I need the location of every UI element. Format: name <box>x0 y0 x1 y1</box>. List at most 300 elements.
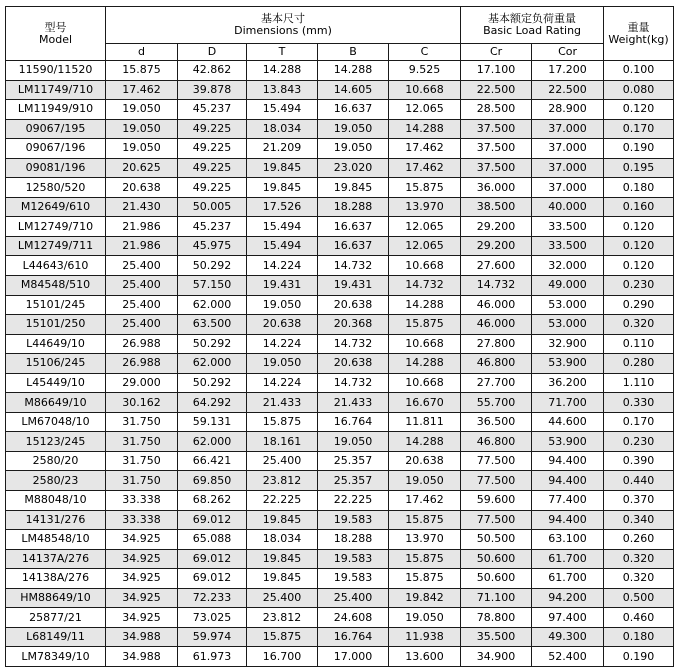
cell-T: 21.433 <box>247 393 318 413</box>
dimensions-header-zh: 基本尺寸 <box>261 12 306 25</box>
cell-model: 09067/195 <box>6 119 106 139</box>
table-row <box>6 588 674 608</box>
cell-T: 19.845 <box>247 549 318 569</box>
table-row <box>6 295 674 315</box>
cell-C: 15.875 <box>389 178 461 198</box>
cell-weight: 0.100 <box>604 61 674 81</box>
cell-d: 34.925 <box>106 608 178 628</box>
cell-d: 19.050 <box>106 119 178 139</box>
table-row <box>6 510 674 530</box>
cell-T: 19.431 <box>247 276 318 296</box>
cell-T: 19.050 <box>247 354 318 374</box>
cell-d: 21.986 <box>106 236 178 256</box>
cell-d: 21.430 <box>106 197 178 217</box>
cell-T: 25.400 <box>247 451 318 471</box>
cell-D: 42.862 <box>178 61 247 81</box>
cell-model: 15101/245 <box>6 295 106 315</box>
cell-model: 2580/23 <box>6 471 106 491</box>
cell-C: 13.970 <box>389 197 461 217</box>
table-row <box>6 549 674 569</box>
cell-C: 9.525 <box>389 61 461 81</box>
cell-T: 15.494 <box>247 236 318 256</box>
cell-B: 19.050 <box>318 432 389 452</box>
cell-B: 19.431 <box>318 276 389 296</box>
cell-Cr: 28.500 <box>461 100 532 120</box>
cell-C: 15.875 <box>389 569 461 589</box>
cell-Cor: 37.000 <box>532 119 604 139</box>
cell-weight: 1.110 <box>604 373 674 393</box>
cell-model: 2580/20 <box>6 451 106 471</box>
model-header-en: Model <box>38 32 73 46</box>
cell-Cr: 17.100 <box>461 61 532 81</box>
cell-B: 18.288 <box>318 197 389 217</box>
model-header <box>6 7 106 61</box>
weight-header-en: Weight(kg) <box>608 32 669 46</box>
cell-weight: 0.120 <box>604 100 674 120</box>
table-row <box>6 471 674 491</box>
cell-T: 23.812 <box>247 608 318 628</box>
cell-D: 49.225 <box>178 119 247 139</box>
cell-T: 15.494 <box>247 100 318 120</box>
cell-weight: 0.260 <box>604 530 674 550</box>
cell-Cor: 33.500 <box>532 236 604 256</box>
cell-Cor: 97.400 <box>532 608 604 628</box>
cell-Cor: 49.000 <box>532 276 604 296</box>
cell-d: 25.400 <box>106 276 178 296</box>
cell-D: 57.150 <box>178 276 247 296</box>
cell-model: 15106/245 <box>6 354 106 374</box>
cell-weight: 0.190 <box>604 647 674 667</box>
table-row <box>6 354 674 374</box>
cell-D: 72.233 <box>178 588 247 608</box>
cell-T: 14.288 <box>247 61 318 81</box>
cell-d: 33.338 <box>106 491 178 511</box>
cell-T: 19.845 <box>247 510 318 530</box>
cell-Cor: 32.000 <box>532 256 604 276</box>
cell-weight: 0.290 <box>604 295 674 315</box>
cell-Cor: 28.900 <box>532 100 604 120</box>
weight-header-zh: 重量 <box>627 20 650 34</box>
cell-B: 14.732 <box>318 334 389 354</box>
cell-B: 14.288 <box>318 61 389 81</box>
cell-Cr: 78.800 <box>461 608 532 628</box>
column-header-D: D <box>178 44 247 61</box>
cell-d: 25.400 <box>106 315 178 335</box>
cell-d: 26.988 <box>106 354 178 374</box>
table-row <box>6 197 674 217</box>
cell-B: 16.764 <box>318 627 389 647</box>
cell-D: 69.012 <box>178 549 247 569</box>
cell-B: 19.583 <box>318 549 389 569</box>
cell-model: LM78349/10 <box>6 647 106 667</box>
cell-Cr: 37.500 <box>461 119 532 139</box>
cell-C: 17.462 <box>389 491 461 511</box>
load-rating-header-en: Basic Load Rating <box>483 24 582 37</box>
cell-Cor: 37.000 <box>532 139 604 159</box>
cell-C: 20.638 <box>389 451 461 471</box>
cell-d: 33.338 <box>106 510 178 530</box>
cell-Cor: 37.000 <box>532 158 604 178</box>
cell-C: 16.670 <box>389 393 461 413</box>
table-row <box>6 393 674 413</box>
cell-Cr: 36.000 <box>461 178 532 198</box>
cell-Cor: 71.700 <box>532 393 604 413</box>
cell-B: 20.638 <box>318 295 389 315</box>
cell-model: LM11949/910 <box>6 100 106 120</box>
cell-D: 63.500 <box>178 315 247 335</box>
cell-model: L45449/10 <box>6 373 106 393</box>
cell-D: 39.878 <box>178 80 247 100</box>
cell-d: 26.988 <box>106 334 178 354</box>
table-row <box>6 432 674 452</box>
cell-d: 25.400 <box>106 295 178 315</box>
cell-B: 14.732 <box>318 256 389 276</box>
column-header-d: d <box>106 44 178 61</box>
dimensions-header <box>106 7 461 44</box>
cell-weight: 0.180 <box>604 627 674 647</box>
cell-model: L44649/10 <box>6 334 106 354</box>
cell-T: 14.224 <box>247 373 318 393</box>
cell-D: 73.025 <box>178 608 247 628</box>
cell-C: 12.065 <box>389 217 461 237</box>
cell-Cor: 53.900 <box>532 354 604 374</box>
cell-C: 13.600 <box>389 647 461 667</box>
cell-weight: 0.120 <box>604 256 674 276</box>
cell-D: 62.000 <box>178 354 247 374</box>
cell-weight: 0.330 <box>604 393 674 413</box>
cell-model: 12580/520 <box>6 178 106 198</box>
cell-D: 62.000 <box>178 432 247 452</box>
table-row <box>6 178 674 198</box>
cell-B: 18.288 <box>318 530 389 550</box>
cell-T: 18.161 <box>247 432 318 452</box>
cell-T: 23.812 <box>247 471 318 491</box>
cell-B: 25.357 <box>318 471 389 491</box>
cell-D: 69.850 <box>178 471 247 491</box>
cell-T: 18.034 <box>247 530 318 550</box>
cell-B: 22.225 <box>318 491 389 511</box>
cell-Cr: 35.500 <box>461 627 532 647</box>
cell-model: 15123/245 <box>6 432 106 452</box>
cell-Cor: 44.600 <box>532 412 604 432</box>
table-row <box>6 451 674 471</box>
cell-T: 15.875 <box>247 412 318 432</box>
cell-Cor: 53.000 <box>532 315 604 335</box>
cell-d: 34.988 <box>106 647 178 667</box>
cell-Cor: 36.200 <box>532 373 604 393</box>
cell-weight: 0.180 <box>604 178 674 198</box>
cell-Cr: 77.500 <box>461 471 532 491</box>
cell-weight: 0.170 <box>604 119 674 139</box>
table-row <box>6 236 674 256</box>
cell-d: 31.750 <box>106 451 178 471</box>
cell-Cor: 40.000 <box>532 197 604 217</box>
cell-d: 19.050 <box>106 100 178 120</box>
cell-B: 14.732 <box>318 373 389 393</box>
table-body <box>6 61 674 667</box>
column-header-T: T <box>247 44 318 61</box>
table-row <box>6 119 674 139</box>
cell-D: 45.237 <box>178 100 247 120</box>
cell-model: 11590/11520 <box>6 61 106 81</box>
cell-B: 23.020 <box>318 158 389 178</box>
cell-B: 14.605 <box>318 80 389 100</box>
cell-weight: 0.320 <box>604 549 674 569</box>
table-row <box>6 530 674 550</box>
cell-d: 20.638 <box>106 178 178 198</box>
cell-Cr: 27.800 <box>461 334 532 354</box>
cell-Cor: 52.400 <box>532 647 604 667</box>
cell-C: 11.811 <box>389 412 461 432</box>
table-row <box>6 373 674 393</box>
cell-Cr: 71.100 <box>461 588 532 608</box>
cell-Cr: 59.600 <box>461 491 532 511</box>
cell-D: 50.292 <box>178 334 247 354</box>
cell-weight: 0.390 <box>604 451 674 471</box>
cell-B: 25.357 <box>318 451 389 471</box>
cell-B: 19.845 <box>318 178 389 198</box>
cell-Cor: 53.000 <box>532 295 604 315</box>
cell-d: 31.750 <box>106 432 178 452</box>
cell-C: 12.065 <box>389 236 461 256</box>
cell-C: 11.938 <box>389 627 461 647</box>
cell-model: LM12749/710 <box>6 217 106 237</box>
cell-model: 14138A/276 <box>6 569 106 589</box>
cell-C: 10.668 <box>389 334 461 354</box>
cell-weight: 0.120 <box>604 217 674 237</box>
column-header-B: B <box>318 44 389 61</box>
cell-Cr: 27.600 <box>461 256 532 276</box>
cell-model: 15101/250 <box>6 315 106 335</box>
cell-Cr: 34.900 <box>461 647 532 667</box>
cell-model: M88048/10 <box>6 491 106 511</box>
cell-d: 21.986 <box>106 217 178 237</box>
cell-model: LM48548/10 <box>6 530 106 550</box>
table-row <box>6 158 674 178</box>
cell-model: LM12749/711 <box>6 236 106 256</box>
cell-B: 19.050 <box>318 139 389 159</box>
table-row <box>6 491 674 511</box>
cell-T: 14.224 <box>247 334 318 354</box>
cell-Cor: 49.300 <box>532 627 604 647</box>
cell-d: 19.050 <box>106 139 178 159</box>
cell-Cr: 27.700 <box>461 373 532 393</box>
table-row <box>6 647 674 667</box>
cell-Cr: 55.700 <box>461 393 532 413</box>
cell-C: 19.842 <box>389 588 461 608</box>
dimensions-header-en: Dimensions (mm) <box>234 24 332 37</box>
cell-D: 59.974 <box>178 627 247 647</box>
cell-T: 17.526 <box>247 197 318 217</box>
cell-Cr: 46.800 <box>461 432 532 452</box>
cell-model: HM88649/10 <box>6 588 106 608</box>
cell-weight: 0.440 <box>604 471 674 491</box>
cell-D: 49.225 <box>178 158 247 178</box>
cell-D: 59.131 <box>178 412 247 432</box>
cell-C: 19.050 <box>389 471 461 491</box>
cell-D: 68.262 <box>178 491 247 511</box>
cell-Cr: 36.500 <box>461 412 532 432</box>
cell-Cr: 29.200 <box>461 217 532 237</box>
cell-C: 14.732 <box>389 276 461 296</box>
cell-Cor: 53.900 <box>532 432 604 452</box>
cell-model: L68149/11 <box>6 627 106 647</box>
cell-T: 15.494 <box>247 217 318 237</box>
cell-B: 19.050 <box>318 119 389 139</box>
table-row <box>6 100 674 120</box>
cell-B: 16.637 <box>318 100 389 120</box>
cell-B: 21.433 <box>318 393 389 413</box>
cell-C: 10.668 <box>389 256 461 276</box>
cell-model: 09067/196 <box>6 139 106 159</box>
cell-d: 25.400 <box>106 256 178 276</box>
cell-T: 13.843 <box>247 80 318 100</box>
cell-model: M86649/10 <box>6 393 106 413</box>
cell-T: 15.875 <box>247 627 318 647</box>
load-rating-header <box>461 7 604 44</box>
cell-d: 31.750 <box>106 471 178 491</box>
cell-d: 20.625 <box>106 158 178 178</box>
cell-C: 14.288 <box>389 119 461 139</box>
cell-model: M84548/510 <box>6 276 106 296</box>
cell-B: 20.368 <box>318 315 389 335</box>
cell-Cor: 61.700 <box>532 569 604 589</box>
cell-Cr: 46.000 <box>461 315 532 335</box>
cell-Cr: 38.500 <box>461 197 532 217</box>
cell-Cr: 77.500 <box>461 510 532 530</box>
cell-Cr: 50.500 <box>461 530 532 550</box>
cell-weight: 0.320 <box>604 315 674 335</box>
cell-d: 34.925 <box>106 549 178 569</box>
cell-B: 17.000 <box>318 647 389 667</box>
cell-Cor: 94.200 <box>532 588 604 608</box>
cell-D: 69.012 <box>178 569 247 589</box>
cell-Cor: 94.400 <box>532 471 604 491</box>
bearing-spec-table <box>5 6 674 667</box>
cell-weight: 0.320 <box>604 569 674 589</box>
cell-C: 17.462 <box>389 139 461 159</box>
cell-model: M12649/610 <box>6 197 106 217</box>
cell-C: 12.065 <box>389 100 461 120</box>
cell-weight: 0.190 <box>604 139 674 159</box>
cell-C: 15.875 <box>389 549 461 569</box>
cell-B: 16.637 <box>318 217 389 237</box>
cell-D: 45.237 <box>178 217 247 237</box>
cell-D: 62.000 <box>178 295 247 315</box>
column-header-Cor: Cor <box>532 44 604 61</box>
weight-header <box>604 7 674 61</box>
cell-weight: 0.340 <box>604 510 674 530</box>
cell-C: 13.970 <box>389 530 461 550</box>
cell-T: 25.400 <box>247 588 318 608</box>
cell-D: 64.292 <box>178 393 247 413</box>
cell-weight: 0.370 <box>604 491 674 511</box>
cell-D: 45.975 <box>178 236 247 256</box>
table-row <box>6 217 674 237</box>
cell-Cr: 37.500 <box>461 158 532 178</box>
cell-Cor: 37.000 <box>532 178 604 198</box>
cell-T: 14.224 <box>247 256 318 276</box>
cell-D: 49.225 <box>178 178 247 198</box>
cell-weight: 0.160 <box>604 197 674 217</box>
cell-Cor: 94.400 <box>532 510 604 530</box>
table-row <box>6 80 674 100</box>
table-row <box>6 276 674 296</box>
cell-Cor: 22.500 <box>532 80 604 100</box>
cell-weight: 0.230 <box>604 276 674 296</box>
cell-B: 16.637 <box>318 236 389 256</box>
cell-Cr: 50.600 <box>461 569 532 589</box>
cell-C: 14.288 <box>389 354 461 374</box>
cell-weight: 0.110 <box>604 334 674 354</box>
cell-D: 50.292 <box>178 373 247 393</box>
cell-model: 14137A/276 <box>6 549 106 569</box>
cell-T: 21.209 <box>247 139 318 159</box>
cell-d: 17.462 <box>106 80 178 100</box>
column-header-C: C <box>389 44 461 61</box>
cell-B: 16.764 <box>318 412 389 432</box>
cell-model: L44643/610 <box>6 256 106 276</box>
cell-d: 29.000 <box>106 373 178 393</box>
cell-model: LM11749/710 <box>6 80 106 100</box>
cell-Cor: 94.400 <box>532 451 604 471</box>
model-header-zh: 型号 <box>44 20 67 34</box>
cell-C: 14.288 <box>389 432 461 452</box>
cell-Cor: 63.100 <box>532 530 604 550</box>
cell-T: 20.638 <box>247 315 318 335</box>
cell-B: 20.638 <box>318 354 389 374</box>
cell-C: 17.462 <box>389 158 461 178</box>
cell-D: 50.292 <box>178 256 247 276</box>
table-row <box>6 334 674 354</box>
cell-Cor: 17.200 <box>532 61 604 81</box>
cell-d: 15.875 <box>106 61 178 81</box>
cell-D: 49.225 <box>178 139 247 159</box>
cell-C: 10.668 <box>389 80 461 100</box>
table-header <box>6 7 674 61</box>
table-row <box>6 256 674 276</box>
cell-weight: 0.230 <box>604 432 674 452</box>
cell-Cor: 33.500 <box>532 217 604 237</box>
cell-model: 25877/21 <box>6 608 106 628</box>
cell-weight: 0.080 <box>604 80 674 100</box>
cell-Cor: 61.700 <box>532 549 604 569</box>
cell-Cr: 77.500 <box>461 451 532 471</box>
table-row <box>6 315 674 335</box>
cell-Cr: 50.600 <box>461 549 532 569</box>
cell-D: 61.973 <box>178 647 247 667</box>
cell-D: 65.088 <box>178 530 247 550</box>
cell-C: 15.875 <box>389 510 461 530</box>
cell-T: 19.845 <box>247 158 318 178</box>
cell-weight: 0.280 <box>604 354 674 374</box>
table-row <box>6 608 674 628</box>
column-header-Cr: Cr <box>461 44 532 61</box>
cell-T: 19.845 <box>247 569 318 589</box>
cell-B: 19.583 <box>318 569 389 589</box>
cell-C: 15.875 <box>389 315 461 335</box>
cell-D: 66.421 <box>178 451 247 471</box>
cell-model: 14131/276 <box>6 510 106 530</box>
cell-Cr: 46.000 <box>461 295 532 315</box>
cell-d: 30.162 <box>106 393 178 413</box>
cell-Cr: 29.200 <box>461 236 532 256</box>
cell-d: 34.925 <box>106 588 178 608</box>
cell-Cor: 32.900 <box>532 334 604 354</box>
cell-weight: 0.120 <box>604 236 674 256</box>
cell-B: 25.400 <box>318 588 389 608</box>
table-row <box>6 569 674 589</box>
